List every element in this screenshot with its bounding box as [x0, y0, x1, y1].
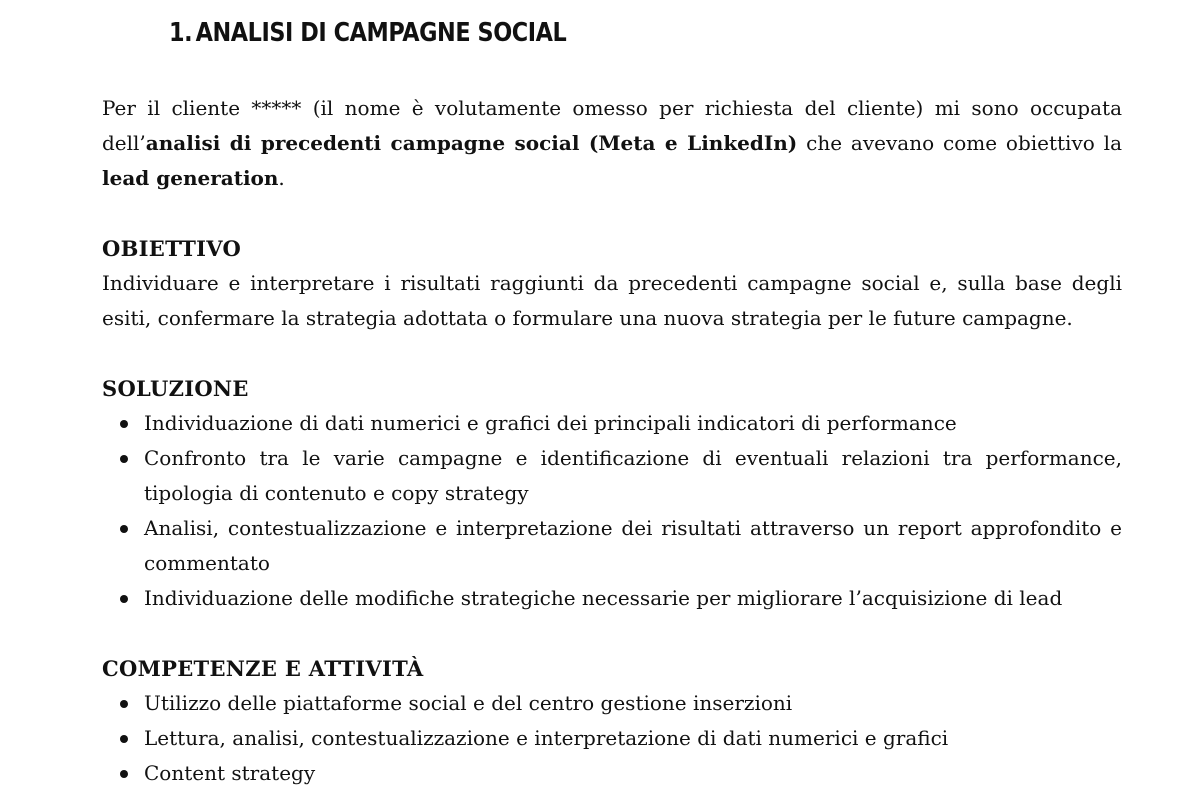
soluzione-list [102, 406, 1122, 616]
bullet-icon [120, 525, 128, 533]
bullet-icon [120, 420, 128, 428]
intro-text-2: che avevano come obiettivo la [797, 131, 1122, 155]
list-item [102, 581, 1122, 616]
list-item-text: Lettura, analisi, contestualizzazione e interpretazione di dati numerici e grafici [144, 726, 949, 750]
list-item [102, 441, 1122, 511]
obiettivo-heading: OBIETTIVO [102, 236, 242, 261]
bullet-icon [120, 770, 128, 778]
bullet-icon [120, 735, 128, 743]
list-item [102, 406, 1122, 441]
intro-text-3: . [278, 166, 285, 190]
list-item-text: Individuazione di dati numerici e grafici dei principali indicatori di performance [144, 411, 957, 435]
soluzione-heading: SOLUZIONE [102, 376, 249, 401]
intro-paragraph [102, 91, 1122, 196]
spacer [102, 616, 1122, 651]
section-number: 1. [169, 18, 193, 48]
intro-bold-1: analisi di precedenti campagne social (Meta e LinkedIn) [145, 131, 798, 155]
intro-bold-2: lead generation [102, 166, 279, 190]
list-item-text: Utilizzo delle piattaforme social e del centro gestione inserzioni [144, 691, 793, 715]
spacer [102, 336, 1122, 371]
list-item [102, 721, 1122, 756]
list-item-text: Analisi, contestualizzazione e interpretazione dei risultati attraverso un report approfondito e commentato [144, 516, 1122, 575]
competenze-list [102, 686, 1122, 791]
spacer [102, 196, 1122, 231]
bullet-icon [120, 700, 128, 708]
bullet-icon [120, 455, 128, 463]
competenze-heading: COMPETENZE E ATTIVITÀ [102, 656, 424, 681]
section-title-text: ANALISI DI CAMPAGNE SOCIAL [195, 18, 567, 48]
document-body [102, 91, 1122, 791]
list-item-text: Individuazione delle modifiche strategiche necessarie per migliorare l’acquisizione di lead [144, 586, 1063, 610]
list-item-text: Content strategy [144, 761, 316, 785]
list-item-text: Confronto tra le varie campagne e identificazione di eventuali relazioni tra performance, tipologia di contenuto e copy strategy [144, 446, 1122, 505]
obiettivo-paragraph: Individuare e interpretare i risultati raggiunti da precedenti campagne social e, sulla base degli esiti, confermare la strategia adottata o formulare una nuova strategia per le future campagne. [102, 271, 1122, 330]
list-item [102, 686, 1122, 721]
list-item [102, 756, 1122, 791]
intro-text-1: Per il cliente ***** (il nome è volutamente omesso per richiesta del cliente) mi sono occupata dell’ [102, 96, 1122, 155]
bullet-icon [120, 595, 128, 603]
page-title [169, 18, 566, 48]
list-item [102, 511, 1122, 581]
